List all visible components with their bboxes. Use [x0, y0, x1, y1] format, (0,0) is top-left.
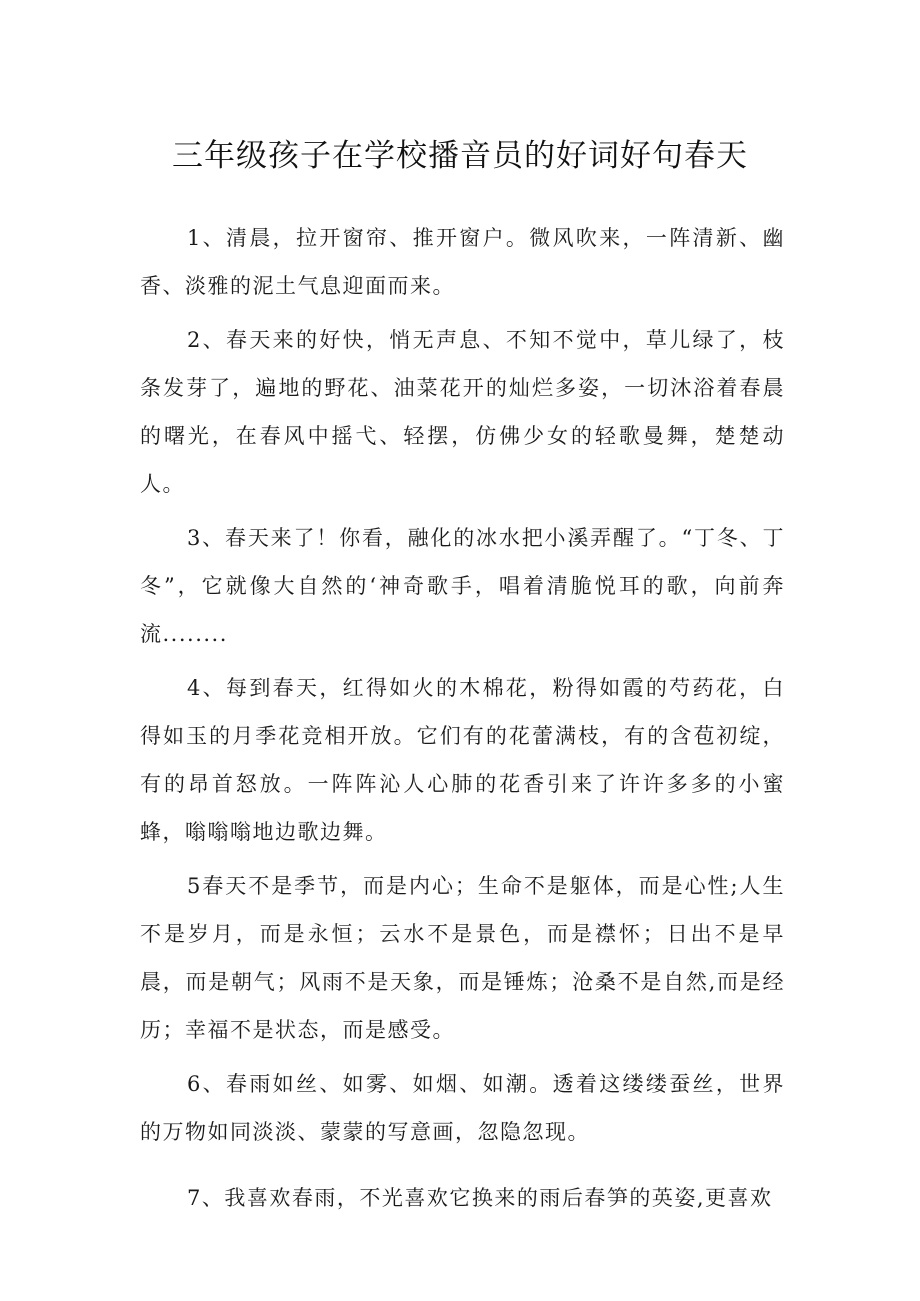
- page-title: 三年级孩子在学校播音员的好词好句春天: [172, 138, 748, 174]
- paragraph-5: 5春天不是季节，而是内心；生命不是躯体，而是心性;人生不是岁月，而是永恒；云水不是景色，而是襟怀；日出不是早晨，而是朝气；风雨不是天象，而是锤炼；沧桑不是自然,而是经历；幸福不是状态，而是感受。: [140, 874, 785, 1042]
- paragraph-3: 3、春天来了！你看，融化的冰水把小溪弄醒了。“丁冬、丁冬”，它就像大自然的‘神奇歌手，唱着清脆悦耳的歌，向前奔流........: [140, 526, 785, 646]
- document-body: [140, 214, 785, 1228]
- paragraph-2: 2、春天来的好快，悄无声息、不知不觉中，草儿绿了，枝条发芽了，遍地的野花、油菜花开的灿烂多姿，一切沐浴着春晨的曙光，在春风中摇弋、轻摆，仿佛少女的轻歌曼舞，楚楚动人。: [140, 328, 785, 496]
- paragraph-1: 1、清晨，拉开窗帘、推开窗户。微风吹来，一阵清新、幽香、淡雅的泥土气息迎面而来。: [140, 226, 785, 298]
- paragraph-6: 6、春雨如丝、如雾、如烟、如潮。透着这缕缕蚕丝，世界的万物如同淡淡、蒙蒙的写意画，忽隐忽现。: [140, 1072, 785, 1144]
- paragraph-7: 7、我喜欢春雨，不光喜欢它换来的雨后春笋的英姿,更喜欢: [187, 1186, 773, 1210]
- paragraph-4: 4、每到春天，红得如火的木棉花，粉得如霞的芍药花，白得如玉的月季花竞相开放。它们有的花蕾满枝，有的含苞初绽，有的昂首怒放。一阵阵沁人心肺的花香引来了许许多多的小蜜蜂，嗡嗡嗡地边歌边舞。: [140, 676, 785, 844]
